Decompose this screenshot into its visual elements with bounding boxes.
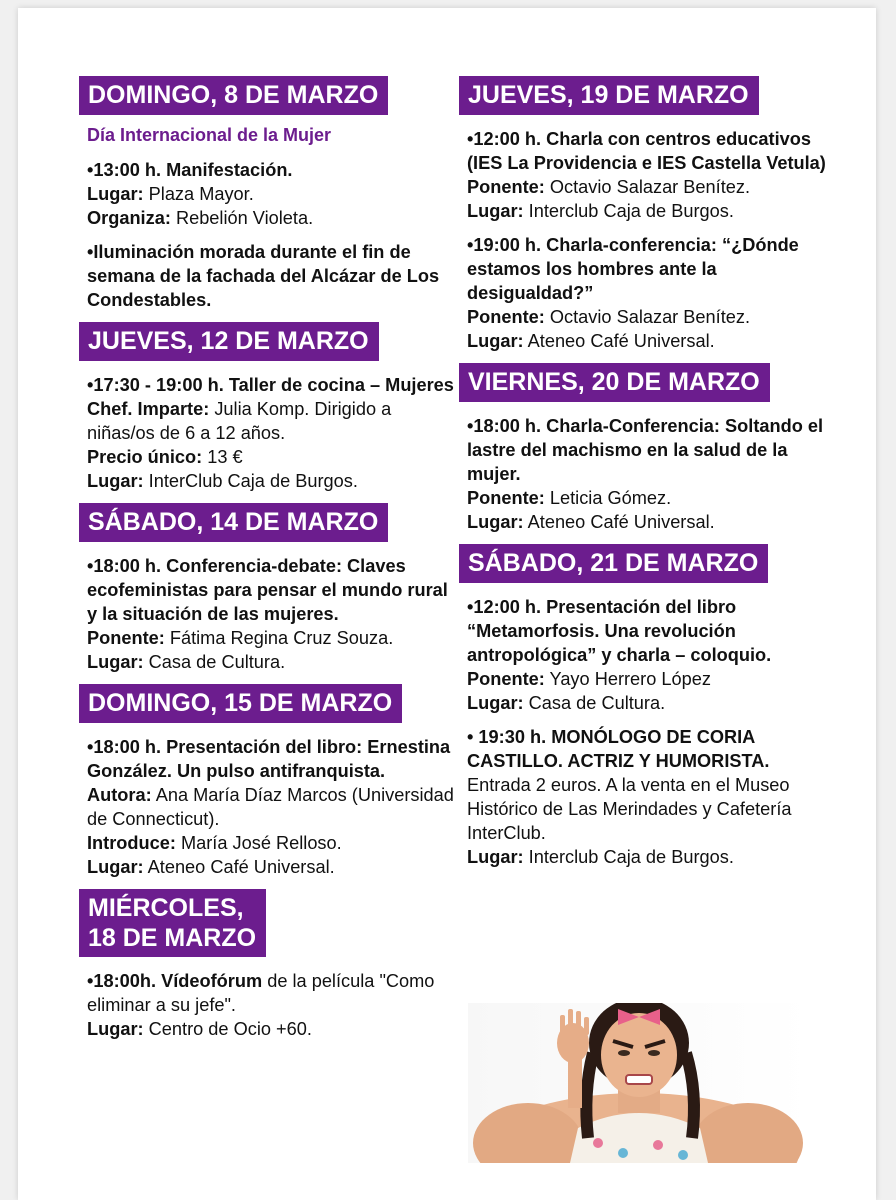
event-title: •18:00 h. Conferencia-debate: Claves ecofeministas para pensar el mundo rural y la situación de las mujeres. [87,556,448,624]
event-detail: Lugar: Interclub Caja de Burgos. [467,201,734,221]
event-title: •18:00h. Vídeofórum [87,971,263,991]
event-detail: Autora: Ana María Díaz Marcos (Universidad de Connecticut). [87,785,454,829]
event-item [87,158,459,230]
day-header-line2: 18 DE MARZO [88,924,257,952]
day-section-15-marzo [79,684,459,879]
event-title: •12:00 h. Presentación del libro “Metamorfosis. Una revolución antropológica” y charla – coloquio. [467,597,772,665]
event-detail: Lugar: Casa de Cultura. [467,693,666,713]
day-section-8-marzo [79,76,459,312]
event-detail: Ponente: Octavio Salazar Benítez. [467,307,751,327]
comedian-photo [468,1003,810,1163]
event-detail: Lugar: Plaza Mayor. [87,184,254,204]
event-item [87,240,459,312]
event-detail: Ponente: Leticia Gómez. [467,488,672,508]
event-title: • 19:30 h. MONÓLOGO DE CORIA CASTILLO. ACTRIZ Y HUMORISTA. [467,727,770,771]
event-title: •Iluminación morada durante el fin de semana de la fachada del Alcázar de Los Condestables. [87,242,440,310]
event-item [467,127,839,223]
day-header: JUEVES, 12 DE MARZO [79,322,379,361]
day-header: SÁBADO, 14 DE MARZO [79,503,388,542]
left-column [79,76,459,1051]
event-item [467,233,839,353]
event-item [87,735,459,879]
event-title: •12:00 h. Charla con centros educativos (IES La Providencia e IES Castella Vetula) [467,129,826,173]
event-title: •13:00 h. Manifestación. [87,160,293,180]
event-plain-text: Entrada 2 euros. A la venta en el Museo Histórico de Las Merindades y Cafetería InterClub. [467,775,792,843]
event-title: •18:00 h. Presentación del libro: Ernestina González. Un pulso antifranquista. [87,737,451,781]
event-detail: Lugar: Ateneo Café Universal. [87,857,335,877]
poster-page [18,8,876,1200]
event-item [467,595,839,715]
event-detail: Lugar: Centro de Ocio +60. [87,1019,312,1039]
event-title: •17:30 - 19:00 h. Taller de cocina – Mujeres Chef. Imparte: [87,375,454,419]
event-item [467,725,839,869]
event-item [87,969,459,1041]
event-item [87,373,459,493]
day-section-21-marzo [459,544,839,869]
event-detail: Introduce: María José Relloso. [87,833,342,853]
event-title-rest: de la película "Como eliminar a su jefe". [87,971,435,1015]
event-detail: Ponente: Octavio Salazar Benítez. [467,177,751,197]
day-header: JUEVES, 19 DE MARZO [459,76,759,115]
event-detail: Ponente: Yayo Herrero López [467,669,711,689]
day-section-18-marzo [79,889,459,1041]
event-detail: Precio único: 13 € [87,447,243,467]
event-title: •18:00 h. Charla-Conferencia: Soltando el lastre del machismo en la salud de la mujer. [467,416,824,484]
event-item [467,414,839,534]
event-detail: Lugar: Ateneo Café Universal. [467,512,715,532]
event-title: •19:00 h. Charla-conferencia: “¿Dónde estamos los hombres ante la desigualdad?” [467,235,799,303]
day-section-12-marzo [79,322,459,493]
day-section-14-marzo [79,503,459,674]
day-header-line1: MIÉRCOLES, [88,894,244,922]
day-subtitle: Día Internacional de la Mujer [87,125,332,145]
woman-portrait-icon [468,1003,810,1163]
event-detail: Organiza: Rebelión Violeta. [87,208,314,228]
event-detail: Lugar: Casa de Cultura. [87,652,286,672]
event-detail: Lugar: InterClub Caja de Burgos. [87,471,358,491]
day-section-19-marzo [459,76,839,353]
day-header [79,889,266,957]
right-column [459,76,839,879]
event-item [87,554,459,674]
event-title-rest: Julia Komp. Dirigido a niñas/os de 6 a 12 años. [87,399,392,443]
day-header: DOMINGO, 15 DE MARZO [79,684,402,723]
event-detail: Ponente: Fátima Regina Cruz Souza. [87,628,394,648]
day-header: SÁBADO, 21 DE MARZO [459,544,768,583]
day-section-20-marzo [459,363,839,534]
day-header: DOMINGO, 8 DE MARZO [79,76,388,115]
day-header: VIERNES, 20 DE MARZO [459,363,770,402]
event-detail: Lugar: Interclub Caja de Burgos. [467,847,734,867]
event-detail: Lugar: Ateneo Café Universal. [467,331,715,351]
